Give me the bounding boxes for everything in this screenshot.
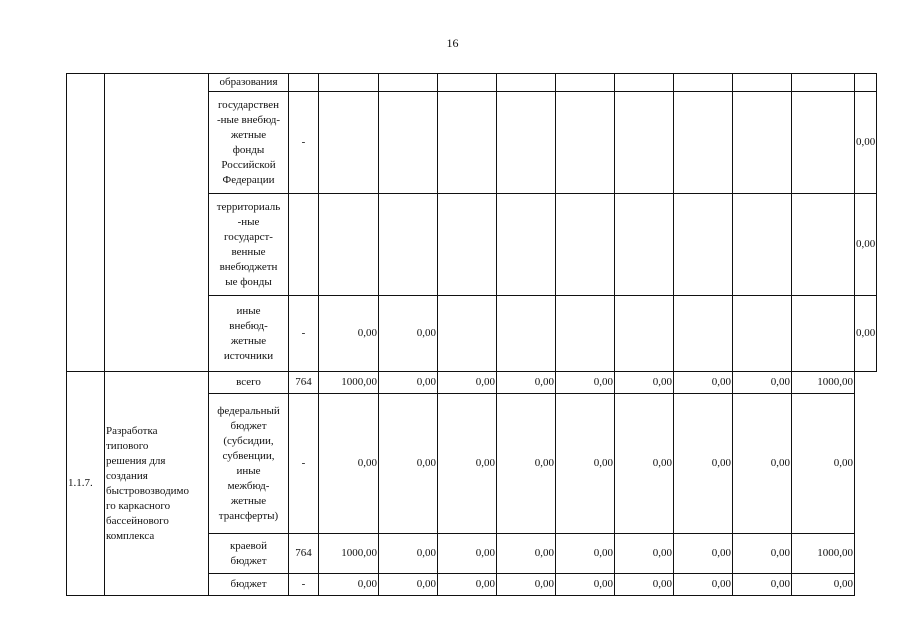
amount-cell [615, 194, 674, 296]
amount-cell: 0,00 [556, 394, 615, 534]
amount-cell: 0,00 [615, 574, 674, 596]
unit-code-cell: - [289, 296, 319, 372]
amount-cell [556, 296, 615, 372]
amount-cell [792, 194, 855, 296]
amount-cell [497, 296, 556, 372]
amount-cell: 0,00 [556, 372, 615, 394]
amount-cell [556, 92, 615, 194]
amount-cell [733, 92, 792, 194]
unit-code-cell: - [289, 574, 319, 596]
amount-cell: 0,00 [379, 534, 438, 574]
amount-cell [319, 92, 379, 194]
funding-source-label: государствен -ные внебюд- жетные фонды Российской Федерации [209, 92, 289, 194]
item-code: 1.1.7. [67, 372, 105, 596]
amount-cell: 1000,00 [792, 534, 855, 574]
funding-source-label: территориаль -ные государст- венные внебюджетн ые фонды [209, 194, 289, 296]
unit-code-cell [289, 194, 319, 296]
amount-cell: 0,00 [379, 574, 438, 596]
amount-cell [674, 92, 733, 194]
amount-cell: 0,00 [855, 296, 877, 372]
amount-cell: 0,00 [733, 394, 792, 534]
amount-cell [556, 194, 615, 296]
amount-cell [792, 296, 855, 372]
amount-cell [379, 92, 438, 194]
amount-cell [497, 92, 556, 194]
funding-source-label: федеральный бюджет (субсидии, субвенции, иные межбюд- жетные трансферты) [209, 394, 289, 534]
amount-cell [438, 296, 497, 372]
amount-cell: 0,00 [674, 534, 733, 574]
amount-cell: 1000,00 [319, 372, 379, 394]
amount-cell: 0,00 [556, 574, 615, 596]
amount-cell [674, 194, 733, 296]
amount-cell [615, 296, 674, 372]
amount-cell: 1000,00 [319, 534, 379, 574]
amount-cell: 0,00 [438, 372, 497, 394]
amount-cell: 0,00 [379, 296, 438, 372]
budget-table [66, 73, 877, 596]
amount-cell: 0,00 [733, 372, 792, 394]
amount-cell [497, 194, 556, 296]
amount-cell: 0,00 [319, 394, 379, 534]
amount-cell [674, 296, 733, 372]
amount-cell: 0,00 [497, 534, 556, 574]
amount-cell: 0,00 [674, 574, 733, 596]
amount-cell [379, 194, 438, 296]
amount-cell: 0,00 [319, 574, 379, 596]
amount-cell [615, 74, 674, 92]
amount-cell [733, 296, 792, 372]
amount-cell: 0,00 [497, 394, 556, 534]
amount-cell [319, 74, 379, 92]
amount-cell: 0,00 [556, 534, 615, 574]
amount-cell: 0,00 [733, 574, 792, 596]
amount-cell: 0,00 [497, 574, 556, 596]
amount-cell [792, 92, 855, 194]
table-row [67, 74, 877, 92]
amount-cell: 1000,00 [792, 372, 855, 394]
amount-cell [733, 74, 792, 92]
amount-cell: 0,00 [319, 296, 379, 372]
unit-code-cell: - [289, 92, 319, 194]
amount-cell: 0,00 [674, 372, 733, 394]
amount-cell: 0,00 [438, 534, 497, 574]
amount-cell [733, 194, 792, 296]
item-name: Разработка типового решения для создания быстровозводимо го каркасного бассейнового комплекса [105, 372, 209, 596]
funding-source-label: иные внебюд- жетные источники [209, 296, 289, 372]
amount-cell: 0,00 [855, 194, 877, 296]
amount-cell: 0,00 [674, 394, 733, 534]
amount-cell: 0,00 [792, 394, 855, 534]
unit-code-cell: 764 [289, 372, 319, 394]
page-number: 16 [446, 36, 459, 50]
amount-cell [319, 194, 379, 296]
unit-code-cell: 764 [289, 534, 319, 574]
amount-cell: 0,00 [615, 534, 674, 574]
item-code-cell [67, 74, 105, 372]
funding-source-label: краевой бюджет [209, 534, 289, 574]
amount-cell: 0,00 [438, 394, 497, 534]
amount-cell: 0,00 [615, 372, 674, 394]
unit-code-cell [289, 74, 319, 92]
amount-cell: 0,00 [615, 394, 674, 534]
amount-cell: 0,00 [379, 372, 438, 394]
amount-cell: 0,00 [379, 394, 438, 534]
amount-cell [438, 92, 497, 194]
amount-cell [556, 74, 615, 92]
funding-source-label: образования [209, 74, 289, 92]
amount-cell: 0,00 [792, 574, 855, 596]
item-name-cell [105, 74, 209, 372]
amount-cell [438, 74, 497, 92]
amount-cell: 0,00 [438, 574, 497, 596]
amount-cell: 0,00 [497, 372, 556, 394]
amount-cell [855, 74, 877, 92]
amount-cell [792, 74, 855, 92]
amount-cell: 0,00 [855, 92, 877, 194]
amount-cell [438, 194, 497, 296]
amount-cell [615, 92, 674, 194]
amount-cell [379, 74, 438, 92]
amount-cell: 0,00 [733, 534, 792, 574]
table-row [67, 372, 877, 394]
funding-source-label: бюджет [209, 574, 289, 596]
funding-source-label: всего [209, 372, 289, 394]
unit-code-cell: - [289, 394, 319, 534]
amount-cell [674, 74, 733, 92]
amount-cell [497, 74, 556, 92]
